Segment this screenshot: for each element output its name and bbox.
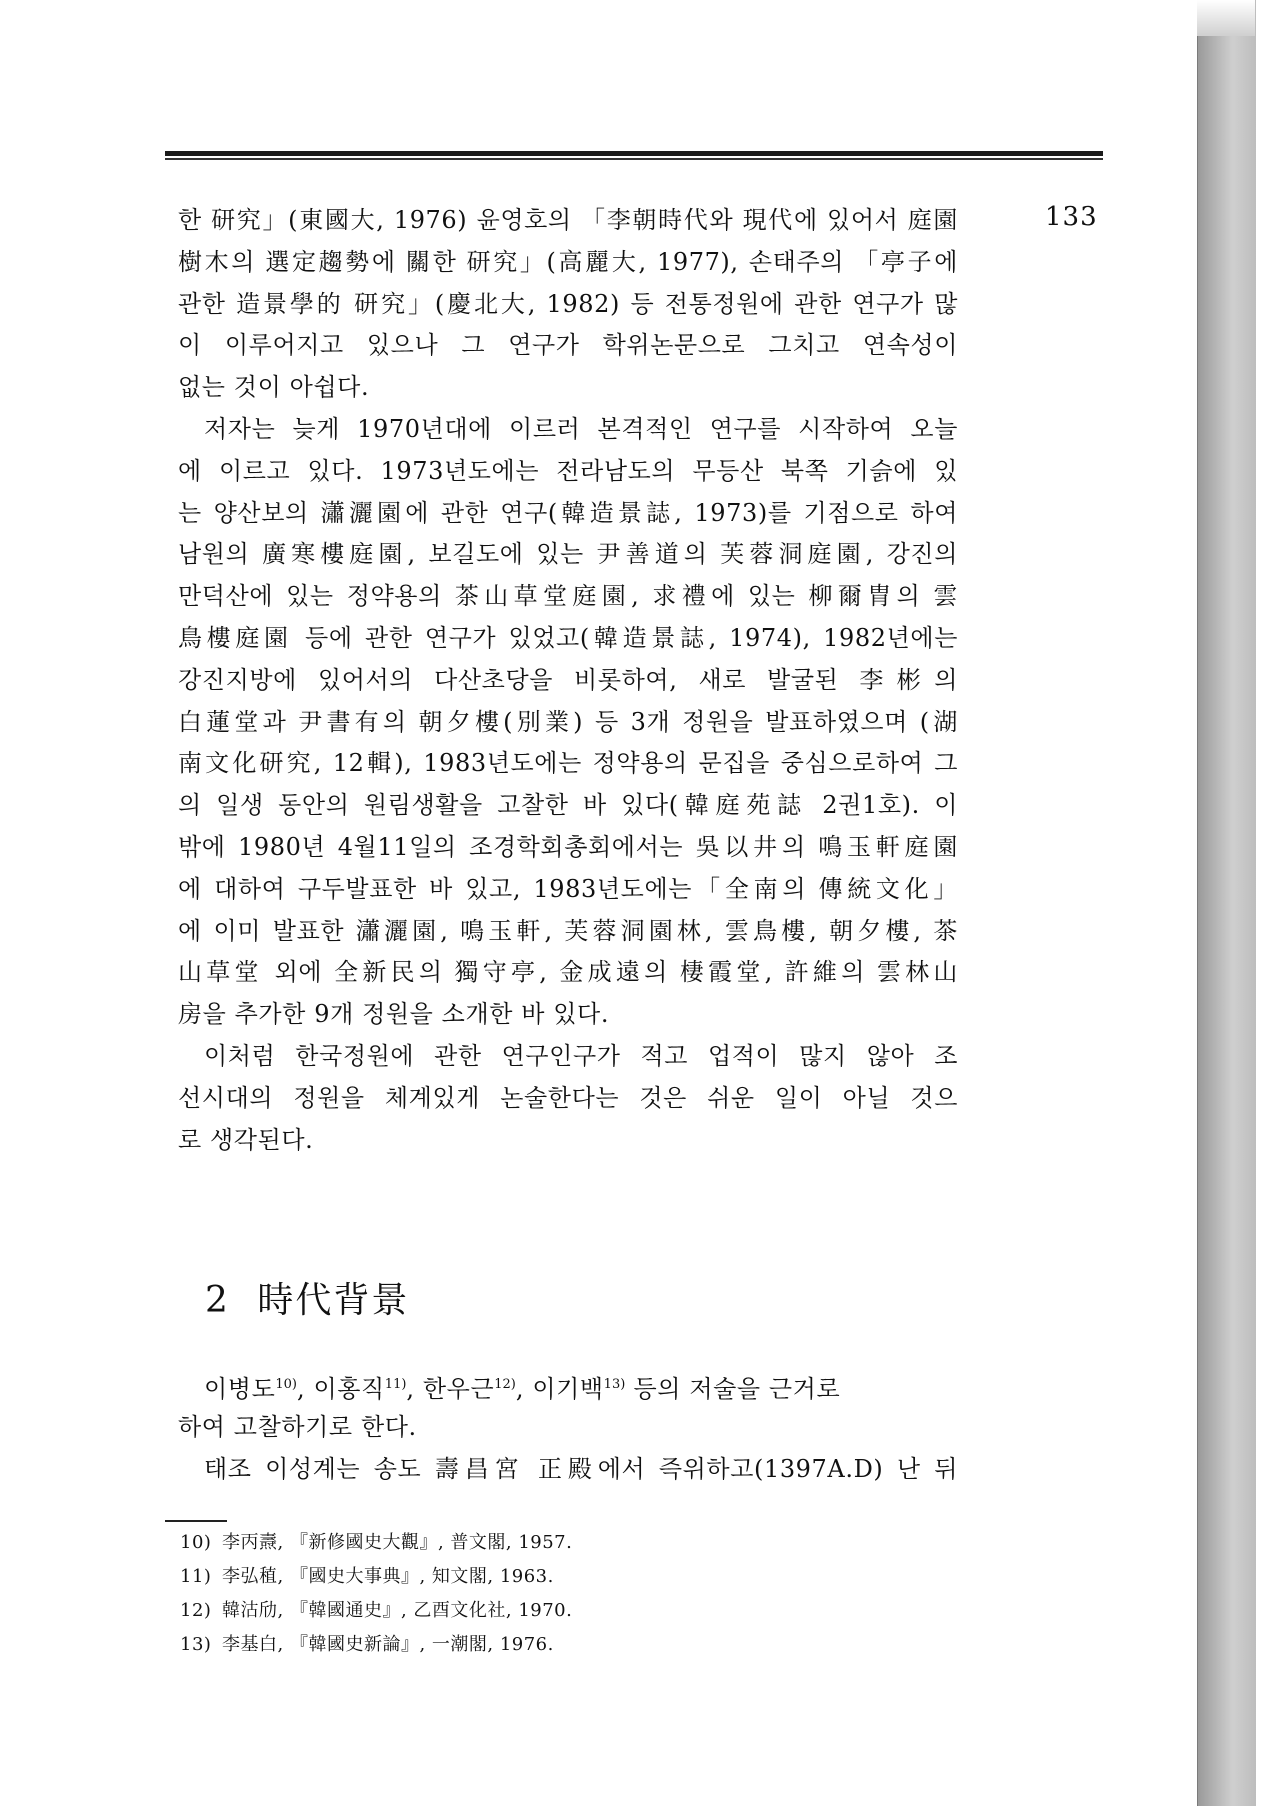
footnote-rule — [165, 1520, 227, 1522]
author-name: , 한우근 — [406, 1375, 495, 1403]
footnote-ref: 12) — [494, 1377, 516, 1392]
footnote — [180, 1594, 880, 1628]
footnote — [180, 1526, 880, 1560]
author-name: , 이기백 — [515, 1375, 604, 1403]
body-line: 이처럼 한국정원에 관한 연구인구가 적고 업적이 많지 않아 조 — [204, 1041, 958, 1070]
footnote-text: 李基白, 『韓國史新論』, 一潮閣, 1976. — [222, 1634, 554, 1655]
footnote — [180, 1628, 880, 1662]
page-number: 133 — [1045, 202, 1098, 232]
body-line: 만덕산에 있는 정약용의 茶山草堂庭園, 求禮에 있는 柳爾胄의 雲 — [178, 582, 958, 611]
footnote-ref: 13) — [603, 1377, 626, 1392]
body-line: 저자는 늦게 1970년대에 이르러 본격적인 연구를 시작하여 오늘 — [204, 414, 958, 443]
body-line: 밖에 1980년 4월11일의 조경학회총회에서는 吳以井의 鳴玉軒庭園 — [178, 832, 958, 861]
body-line: 강진지방에 있어서의 다산초당을 비롯하여, 새로 발굴된 李彬의 — [178, 665, 958, 694]
page-stack-edge — [1197, 0, 1256, 1806]
footnote-number: 11) — [180, 1566, 212, 1587]
footnote-ref: 11) — [384, 1377, 407, 1392]
section-text — [178, 1364, 958, 1490]
footnote-number: 13) — [180, 1634, 212, 1655]
body-line: 에 이미 발표한 瀟灑園, 鳴玉軒, 芙蓉洞園林, 雲鳥樓, 朝夕樓, 茶 — [178, 916, 958, 945]
footnote-ref: 10) — [275, 1377, 297, 1392]
body-line: 鳥樓庭園 등에 관한 연구가 있었고(韓造景誌, 1974), 1982년에는 — [178, 623, 958, 652]
body-text — [178, 200, 958, 1161]
header-rule-thick — [165, 151, 1103, 156]
body-line: 한 研究」(東國大, 1976) 윤영호의 「李朝時代와 現代에 있어서 庭園 — [178, 206, 958, 234]
body-line: 없는 것이 아쉽다. — [178, 373, 370, 402]
footnote-text: 李丙燾, 『新修國史大觀』, 普文閣, 1957. — [222, 1532, 573, 1553]
footnote-number: 10) — [180, 1532, 212, 1553]
page-stack-edge-top — [1197, 0, 1255, 36]
body-line: 房을 추가한 9개 정원을 소개한 바 있다. — [178, 1000, 610, 1029]
section-heading — [205, 1272, 409, 1323]
author-name: , 이홍직 — [296, 1375, 385, 1403]
body-line: 선시대의 정원을 체계있게 논술한다는 것은 쉬운 일이 아닐 것으 — [178, 1083, 958, 1112]
body-line: 白蓮堂과 尹書有의 朝夕樓(別業) 등 3개 정원을 발표하였으며 (湖 — [178, 707, 958, 736]
body-line: 는 양산보의 瀟灑園에 관한 연구(韓造景誌, 1973)를 기점으로 하여 — [178, 498, 958, 527]
footnotes — [180, 1526, 880, 1662]
section-line: 태조 이성계는 송도 壽昌宮 正殿에서 즉위하고(1397A.D) 난 뒤 — [204, 1455, 958, 1483]
footnote-text: 韓沽劤, 『韓國通史』, 乙酉文化社, 1970. — [222, 1600, 573, 1621]
body-line: 山草堂 외에 全新民의 獨守亭, 金成遠의 棲霞堂, 許維의 雲林山 — [178, 958, 958, 987]
body-line: 에 대하여 구두발표한 바 있고, 1983년도에는「全南의 傳統文化」 — [178, 874, 958, 903]
section-line: 하여 고찰하기로 한다. — [178, 1413, 417, 1441]
body-line: 남원의 廣寒樓庭園, 보길도에 있는 尹善道의 芙蓉洞庭園, 강진의 — [178, 540, 958, 569]
section-title: 時代背景 — [257, 1280, 410, 1321]
section-number: 2 — [205, 1280, 230, 1321]
body-line: 이 이루어지고 있으나 그 연구가 학위논문으로 그치고 연속성이 — [178, 331, 958, 360]
footnote-number: 12) — [180, 1600, 212, 1621]
section-line — [178, 1364, 958, 1406]
body-line: 관한 造景學的 研究」(慶北大, 1982) 등 전통정원에 관한 연구가 많 — [178, 289, 958, 318]
section-line-text: 등의 저술을 근거로 — [625, 1375, 841, 1403]
footnote-text: 李弘稙, 『國史大事典』, 知文閣, 1963. — [222, 1566, 554, 1587]
body-line: 의 일생 동안의 원림생활을 고찰한 바 있다(韓庭苑誌 2권1호). 이 — [178, 791, 958, 820]
body-line: 樹木의 選定趨勢에 關한 研究」(高麗大, 1977), 손태주의 「亭子에 — [178, 247, 958, 276]
body-line: 로 생각된다. — [178, 1125, 314, 1154]
body-line: 에 이르고 있다. 1973년도에는 전라남도의 무등산 북쪽 기슭에 있 — [178, 456, 958, 485]
body-line: 南文化研究, 12輯), 1983년도에는 정약용의 문집을 중심으로하여 그 — [178, 749, 958, 778]
author-name: 이병도 — [204, 1375, 276, 1403]
header-rule-thin — [165, 158, 1103, 160]
footnote — [180, 1560, 880, 1594]
